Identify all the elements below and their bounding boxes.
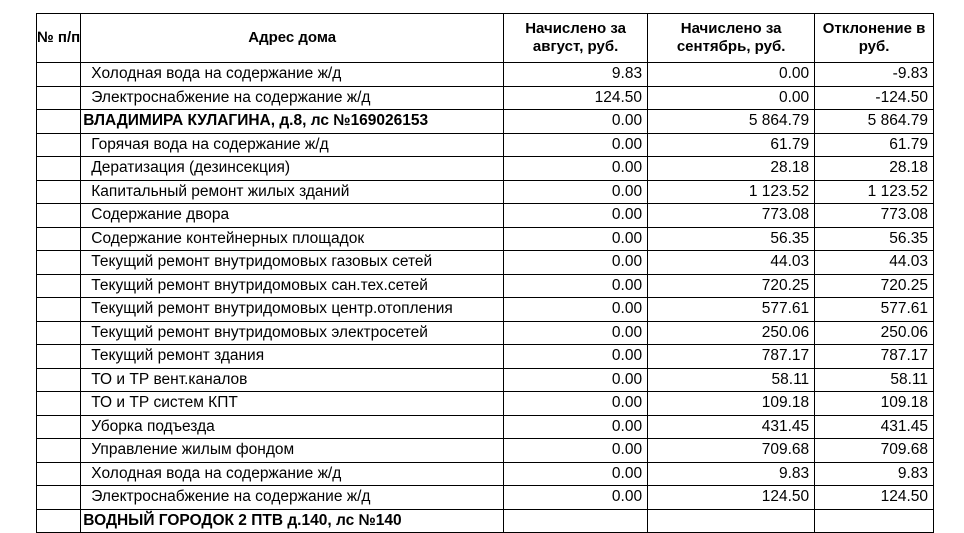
deviation-cell: 577.61	[815, 298, 934, 322]
august-amount-cell	[504, 509, 648, 533]
row-num-cell	[37, 392, 81, 416]
august-amount-cell: 0.00	[504, 180, 648, 204]
deviation-cell: 28.18	[815, 157, 934, 181]
table-row	[37, 462, 934, 486]
deviation-cell: 431.45	[815, 415, 934, 439]
row-num-cell	[37, 345, 81, 369]
august-amount-cell: 0.00	[504, 439, 648, 463]
row-num-cell	[37, 486, 81, 510]
service-name-cell: Уборка подъезда	[81, 415, 504, 439]
september-amount-cell: 9.83	[648, 462, 815, 486]
header-address: Адрес дома	[81, 14, 504, 63]
deviation-cell: 58.11	[815, 368, 934, 392]
deviation-cell: 9.83	[815, 462, 934, 486]
row-num-cell	[37, 180, 81, 204]
deviation-cell	[815, 509, 934, 533]
august-amount-cell: 9.83	[504, 63, 648, 87]
deviation-cell: 56.35	[815, 227, 934, 251]
deviation-cell: 787.17	[815, 345, 934, 369]
september-amount-cell: 56.35	[648, 227, 815, 251]
september-amount-cell: 577.61	[648, 298, 815, 322]
september-amount-cell: 61.79	[648, 133, 815, 157]
table-row	[37, 321, 934, 345]
table-row	[37, 392, 934, 416]
service-name-cell: Электроснабжение на содержание ж/д	[81, 86, 504, 110]
service-name-cell: Текущий ремонт внутридомовых газовых сетей	[81, 251, 504, 275]
deviation-cell: -9.83	[815, 63, 934, 87]
table-row	[37, 227, 934, 251]
september-amount-cell: 124.50	[648, 486, 815, 510]
august-amount-cell: 0.00	[504, 133, 648, 157]
september-amount-cell: 787.17	[648, 345, 815, 369]
table-header-row	[37, 14, 934, 63]
table-row	[37, 86, 934, 110]
row-num-cell	[37, 204, 81, 228]
row-num-cell	[37, 274, 81, 298]
september-amount-cell: 773.08	[648, 204, 815, 228]
service-name-cell: Капитальный ремонт жилых зданий	[81, 180, 504, 204]
table-row	[37, 368, 934, 392]
august-amount-cell: 0.00	[504, 204, 648, 228]
august-amount-cell: 0.00	[504, 415, 648, 439]
deviation-cell: 109.18	[815, 392, 934, 416]
service-name-cell: Содержание контейнерных площадок	[81, 227, 504, 251]
august-amount-cell: 0.00	[504, 345, 648, 369]
table-row	[37, 251, 934, 275]
service-name-cell: Электроснабжение на содержание ж/д	[81, 486, 504, 510]
table-row	[37, 180, 934, 204]
charges-sheet	[36, 13, 934, 533]
september-amount-cell: 28.18	[648, 157, 815, 181]
header-deviation: Отклонение в руб.	[815, 14, 934, 63]
september-amount-cell: 431.45	[648, 415, 815, 439]
table-row	[37, 274, 934, 298]
deviation-cell: 773.08	[815, 204, 934, 228]
header-september: Начислено за сентябрь, руб.	[648, 14, 815, 63]
service-name-cell: Холодная вода на содержание ж/д	[81, 462, 504, 486]
deviation-cell: 124.50	[815, 486, 934, 510]
september-amount-cell: 250.06	[648, 321, 815, 345]
august-amount-cell: 0.00	[504, 157, 648, 181]
house-address-cell: ВЛАДИМИРА КУЛАГИНА, д.8, лс №169026153	[81, 110, 504, 134]
row-num-cell	[37, 368, 81, 392]
august-amount-cell: 0.00	[504, 251, 648, 275]
service-name-cell: ТО и ТР систем КПТ	[81, 392, 504, 416]
deviation-cell: 44.03	[815, 251, 934, 275]
september-amount-cell: 709.68	[648, 439, 815, 463]
deviation-cell: 5 864.79	[815, 110, 934, 134]
service-name-cell: Текущий ремонт внутридомовых электросетей	[81, 321, 504, 345]
service-name-cell: Содержание двора	[81, 204, 504, 228]
august-amount-cell: 0.00	[504, 274, 648, 298]
deviation-cell: 250.06	[815, 321, 934, 345]
september-amount-cell: 58.11	[648, 368, 815, 392]
table-row	[37, 157, 934, 181]
service-name-cell: Дератизация (дезинсекция)	[81, 157, 504, 181]
service-name-cell: Холодная вода на содержание ж/д	[81, 63, 504, 87]
august-amount-cell: 0.00	[504, 368, 648, 392]
service-name-cell: Горячая вода на содержание ж/д	[81, 133, 504, 157]
table-row	[37, 509, 934, 533]
table-row	[37, 486, 934, 510]
august-amount-cell: 124.50	[504, 86, 648, 110]
header-august: Начислено за август, руб.	[504, 14, 648, 63]
august-amount-cell: 0.00	[504, 298, 648, 322]
august-amount-cell: 0.00	[504, 321, 648, 345]
row-num-cell	[37, 415, 81, 439]
row-num-cell	[37, 157, 81, 181]
august-amount-cell: 0.00	[504, 392, 648, 416]
house-address-cell: ВОДНЫЙ ГОРОДОК 2 ПТВ д.140, лс №140	[81, 509, 504, 533]
september-amount-cell: 5 864.79	[648, 110, 815, 134]
deviation-cell: 709.68	[815, 439, 934, 463]
table-row	[37, 415, 934, 439]
september-amount-cell: 0.00	[648, 86, 815, 110]
deviation-cell: 1 123.52	[815, 180, 934, 204]
row-num-cell	[37, 86, 81, 110]
row-num-cell	[37, 251, 81, 275]
table-row	[37, 345, 934, 369]
header-num: № п/п	[37, 14, 81, 63]
service-name-cell: ТО и ТР вент.каналов	[81, 368, 504, 392]
september-amount-cell: 720.25	[648, 274, 815, 298]
table-row	[37, 439, 934, 463]
september-amount-cell: 1 123.52	[648, 180, 815, 204]
service-name-cell: Текущий ремонт здания	[81, 345, 504, 369]
september-amount-cell: 44.03	[648, 251, 815, 275]
service-name-cell: Текущий ремонт внутридомовых сан.тех.сетей	[81, 274, 504, 298]
row-num-cell	[37, 439, 81, 463]
row-num-cell	[37, 63, 81, 87]
service-name-cell: Управление жилым фондом	[81, 439, 504, 463]
row-num-cell	[37, 509, 81, 533]
row-num-cell	[37, 133, 81, 157]
august-amount-cell: 0.00	[504, 110, 648, 134]
charges-table	[36, 13, 934, 533]
august-amount-cell: 0.00	[504, 227, 648, 251]
august-amount-cell: 0.00	[504, 486, 648, 510]
table-row	[37, 63, 934, 87]
table-row	[37, 298, 934, 322]
deviation-cell: 61.79	[815, 133, 934, 157]
september-amount-cell	[648, 509, 815, 533]
table-row	[37, 110, 934, 134]
deviation-cell: 720.25	[815, 274, 934, 298]
row-num-cell	[37, 321, 81, 345]
row-num-cell	[37, 110, 81, 134]
september-amount-cell: 109.18	[648, 392, 815, 416]
table-row	[37, 204, 934, 228]
row-num-cell	[37, 298, 81, 322]
row-num-cell	[37, 462, 81, 486]
service-name-cell: Текущий ремонт внутридомовых центр.отопления	[81, 298, 504, 322]
row-num-cell	[37, 227, 81, 251]
august-amount-cell: 0.00	[504, 462, 648, 486]
deviation-cell: -124.50	[815, 86, 934, 110]
table-row	[37, 133, 934, 157]
september-amount-cell: 0.00	[648, 63, 815, 87]
